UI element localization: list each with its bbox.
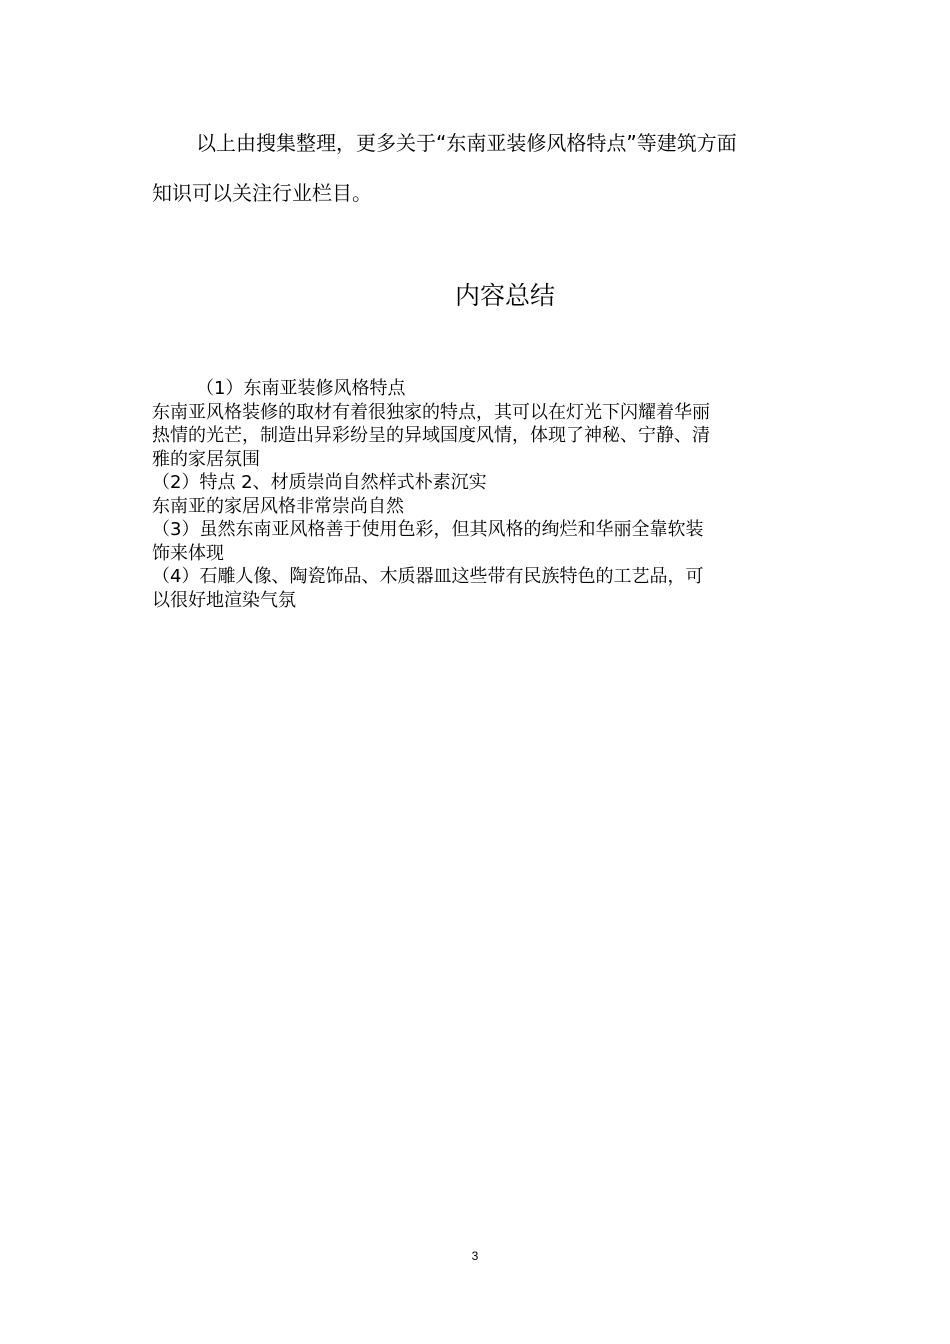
intro-paragraph bbox=[152, 118, 812, 218]
summary-line: 以很好地渲染气氛 bbox=[152, 589, 296, 611]
summary-line: 雅的家居氛围 bbox=[152, 448, 260, 470]
intro-line-2: 知识可以关注行业栏目。 bbox=[152, 181, 372, 205]
summary-line: 东南亚风格装修的取材有着很独家的特点，其可以在灯光下闪耀着华丽 bbox=[152, 401, 710, 423]
summary-body bbox=[152, 377, 802, 612]
summary-line: （3）虽然东南亚风格善于使用色彩，但其风格的绚烂和华丽全靠软装 bbox=[152, 519, 704, 540]
page-number: 3 bbox=[471, 1249, 479, 1263]
summary-line: （4）石雕人像、陶瓷饰品、木质器皿这些带有民族特色的工艺品，可 bbox=[152, 566, 704, 587]
summary-line: 热情的光芒，制造出异彩纷呈的异域国度风情，体现了神秘、宁静、清 bbox=[152, 425, 710, 446]
summary-line: 东南亚的家居风格非常崇尚自然 bbox=[152, 495, 404, 517]
summary-title: 内容总结 bbox=[454, 281, 555, 310]
intro-line-1: 以上由搜集整理，更多关于“东南亚装修风格特点”等建筑方面 bbox=[196, 131, 737, 155]
summary-line: 饰来体现 bbox=[152, 542, 224, 564]
summary-line: （2）特点 2、材质崇尚自然样式朴素沉实 bbox=[152, 472, 487, 493]
summary-line: （1）东南亚装修风格特点 bbox=[196, 378, 406, 399]
